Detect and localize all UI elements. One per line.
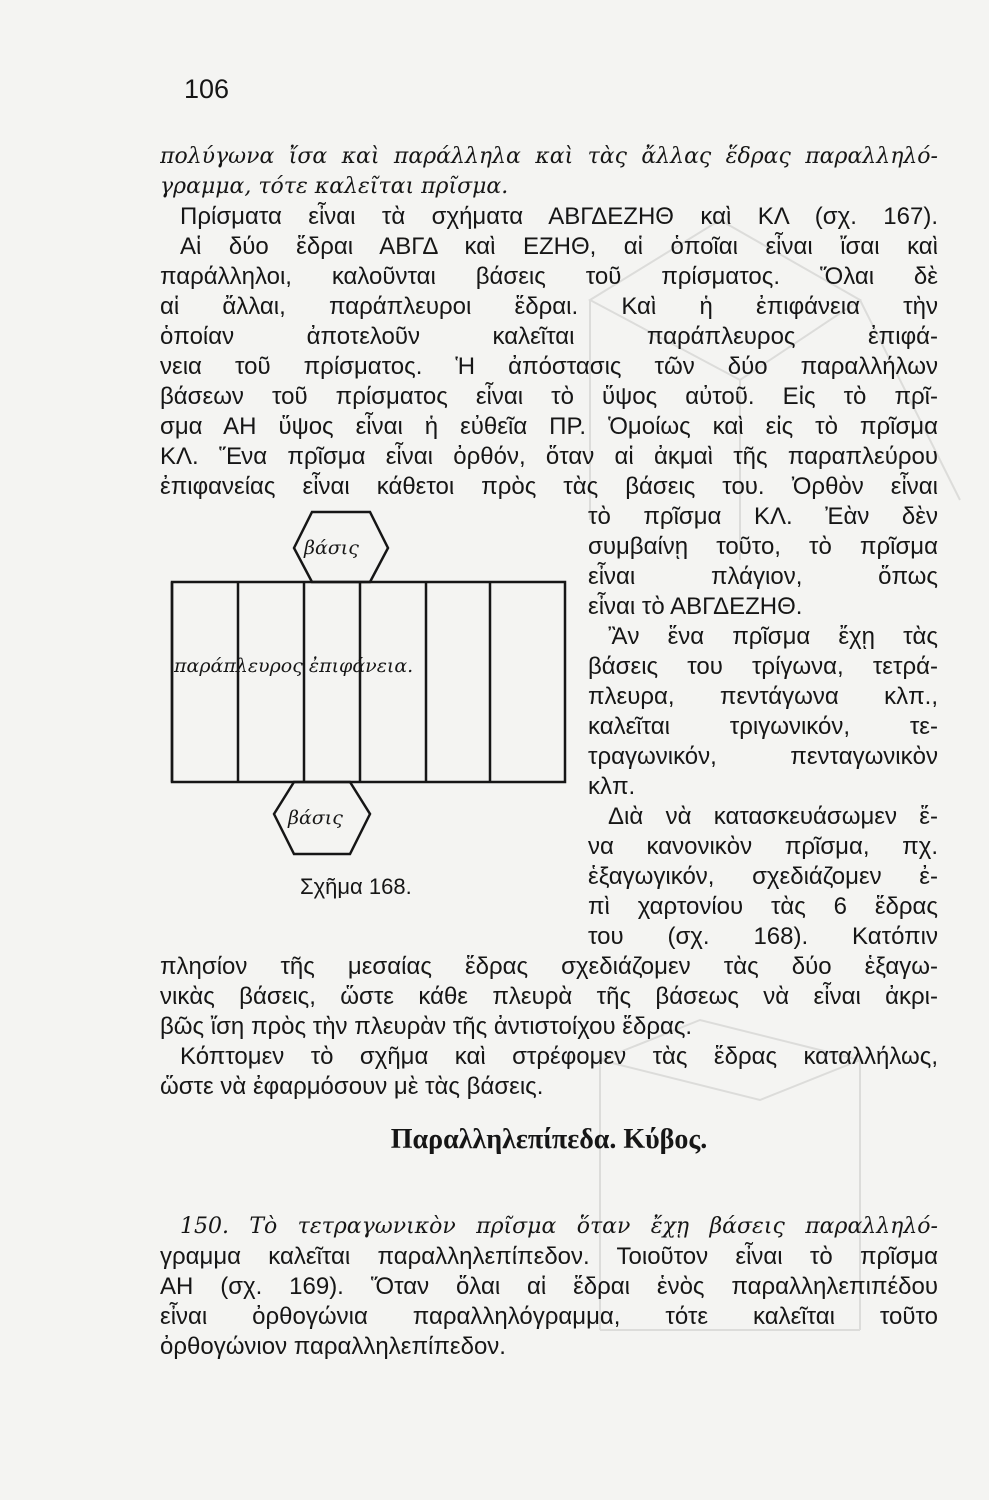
text-line: γραμμα καλεῖται παραλληλεπίπεδον. Τοιοῦτον εἶναι τὸ πρῖσμα (160, 1243, 938, 1270)
text-line: καλεῖται τριγωνικόν, τε- (588, 713, 938, 740)
text-line: βάσεις του τρίγωνα, τετρά- (588, 653, 938, 680)
top-base-label: βάσις (304, 537, 359, 559)
lateral-surface-label: παράπλευρος ἐπιφάνεια. (174, 655, 414, 677)
bottom-base-label: βάσις (288, 807, 343, 829)
hexagonal-prism-net-diagram (164, 508, 576, 868)
text-line: Ἂν ἕνα πρῖσμα ἔχῃ τὰς (608, 623, 938, 650)
text-line: γραμμα, τότε καλεῖται πρῖσμα. (160, 174, 509, 199)
text-line: τὸ πρῖσμα ΚΛ. Ἐὰν δὲν (588, 503, 938, 530)
text-line: ἐπιφανείας εἶναι κάθετοι πρὸς τὰς βάσεις του. Ὀρθὸν εἶναι (160, 473, 938, 500)
text-line: πλησίον τῆς μεσαίας ἕδρας σχεδιάζομεν τὰς δύο ἑξαγω- (160, 953, 938, 980)
page-number: 106 (184, 74, 230, 104)
text-line: πλευρα, πεντάγωνα κλπ., (588, 683, 938, 710)
text-line: νικὰς βάσεις, ὥστε κάθε πλευρὰ τῆς βάσεως νὰ εἶναι ἀκρι- (160, 983, 938, 1010)
text-line: εἶναι τὸ ΑΒΓΔΕΖΗΘ. (588, 593, 803, 620)
text-line: ὁποίαν ἀποτελοῦν καλεῖται παράπλευρος ἐπιφά- (160, 323, 938, 350)
text-line: 150. Τὸ τετραγωνικὸν πρῖσμα ὅταν ἔχῃ βάσεις παραλληλό- (180, 1214, 938, 1239)
text-line: ἑξαγωγικόν, σχεδιάζομεν ἐ- (588, 863, 938, 890)
text-line: να κανονικὸν πρῖσμα, πχ. (588, 833, 938, 860)
figure-caption: Σχῆμα 168. (300, 874, 412, 899)
text-line: Πρίσματα εἶναι τὰ σχήματα ΑΒΓΔΕΖΗΘ καὶ ΚΛ (σχ. 167). (180, 203, 938, 230)
text-line: τραγωνικόν, πενταγωνικὸν (588, 743, 938, 770)
text-line: εἶναι πλάγιον, ὅπως (588, 563, 938, 590)
text-line: εἶναι ὀρθογώνια παραλληλόγραμμα, τότε καλεῖται τοῦτο (160, 1303, 938, 1330)
text-line: αἱ ἄλλαι, παράπλευροι ἕδραι. Καὶ ἡ ἐπιφάνεια τὴν (160, 293, 938, 320)
text-line: του (σχ. 168). Κατόπιν (588, 923, 938, 950)
text-line: ΚΛ. Ἕνα πρῖσμα εἶναι ὀρθόν, ὅταν αἱ ἀκμαὶ τῆς παραπλεύρου (160, 443, 938, 470)
text-line: βάσεων τοῦ πρίσματος εἶναι τὸ ὕψος αὐτοῦ. Εἰς τὸ πρῖ- (160, 383, 938, 410)
text-line: ΑΗ (σχ. 169). Ὅταν ὅλαι αἱ ἕδραι ἑνὸς παραλληλεπιπέδου (160, 1273, 938, 1300)
text-line: συμβαίνῃ τοῦτο, τὸ πρῖσμα (588, 533, 938, 560)
text-line: κλπ. (588, 773, 636, 800)
text-line: ὥστε νὰ ἐφαρμόσουν μὲ τὰς βάσεις. (160, 1073, 544, 1100)
text-line: πολύγωνα ἴσα καὶ παράλληλα καὶ τὰς ἄλλας ἕδρας παραλληλό- (160, 144, 938, 169)
text-line: σμα ΑΗ ὕψος εἶναι ἡ εὐθεῖα ΠΡ. Ὁμοίως καὶ εἰς τὸ πρῖσμα (160, 413, 938, 440)
text-line: Αἱ δύο ἕδραι ΑΒΓΔ καὶ ΕΖΗΘ, αἱ ὁποῖαι εἶναι ἴσαι καὶ (180, 233, 938, 260)
lateral-faces-rect (172, 582, 565, 782)
text-line: πὶ χαρτονίου τὰς 6 ἕδρας (588, 893, 938, 920)
text-line: ὀρθογώνιον παραλληλεπίπεδον. (160, 1333, 506, 1360)
text-line: βῶς ἴση πρὸς τὴν πλευρὰν τῆς ἀντιστοίχου ἕδρας. (160, 1013, 693, 1040)
text-line: Κόπτομεν τὸ σχῆμα καὶ στρέφομεν τὰς ἕδρας καταλλήλως, (180, 1043, 938, 1070)
section-heading: Παραλληλεπίπεδα. Κύβος. (390, 1124, 708, 1155)
text-line: νεια τοῦ πρίσματος. Ἡ ἀπόστασις τῶν δύο παραλλήλων (160, 353, 938, 380)
text-line: παράλληλοι, καλοῦνται βάσεις τοῦ πρίσματος. Ὅλαι δὲ (160, 263, 938, 290)
text-line: Διὰ νὰ κατασκευάσωμεν ἕ- (608, 803, 938, 830)
